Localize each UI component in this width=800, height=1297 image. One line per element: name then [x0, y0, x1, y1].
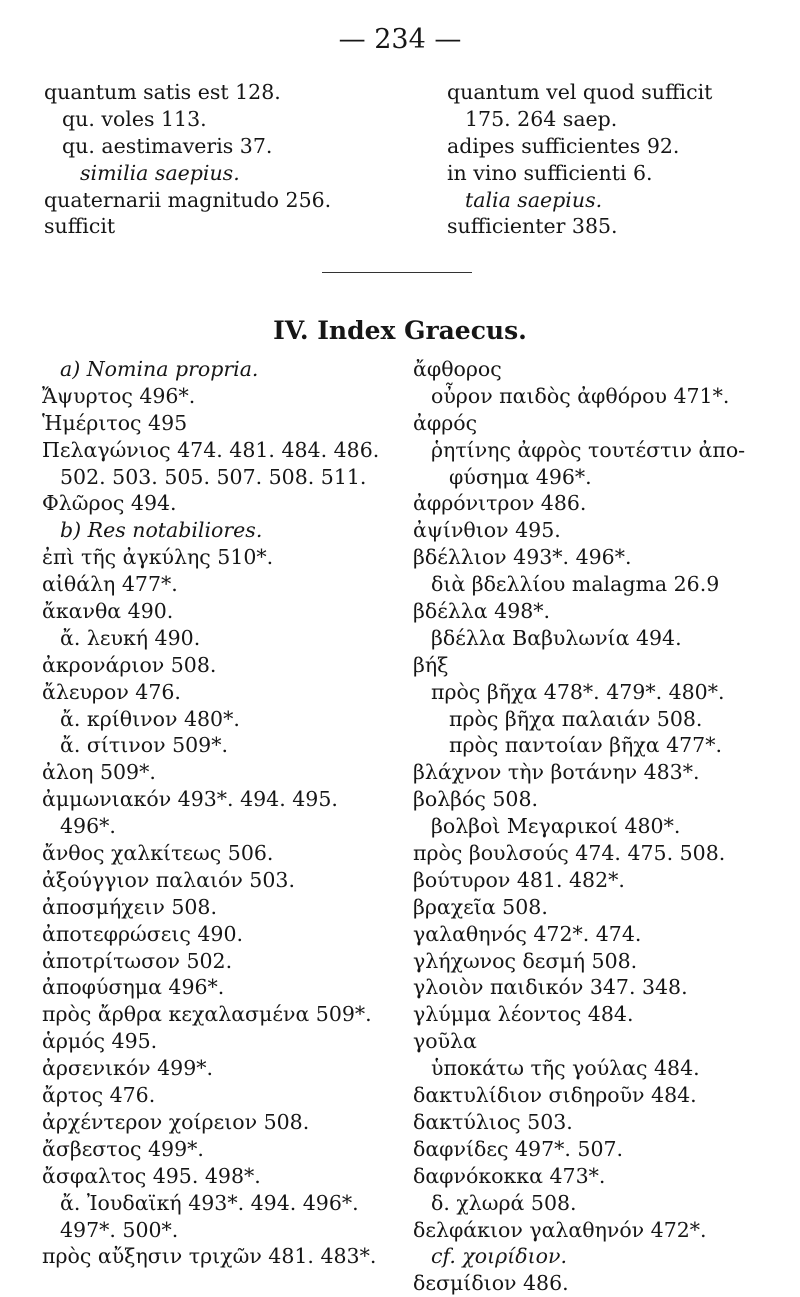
index-entry: ἄρτος 476. [42, 1083, 156, 1108]
index-entry: βραχεῖα 508. [413, 894, 548, 919]
index-entry: αἰθάλη 477*. [42, 572, 178, 597]
index-entry: ἄ. κρίθινον 480*. [60, 706, 240, 731]
index-entry: δεσμίδιον 486. [413, 1271, 569, 1296]
index-entry: ἄ. λευκή 490. [60, 625, 201, 650]
index-entry: δακτύλιος 503. [413, 1109, 573, 1134]
index-entry: γλοιὸν παιδικόν 347. 348. [413, 975, 688, 1000]
index-entry: adipes sufficientes 92. [447, 133, 680, 158]
index-entry: πρὸς αὔξησιν τριχῶν 481. 483*. [42, 1244, 377, 1269]
index-entry: βούτυρον 481. 482*. [413, 867, 625, 892]
index-entry: quaternarii magnitudo 256. [44, 187, 332, 212]
section-title: IV. Index Graecus. [273, 316, 527, 345]
index-entry: ἄνθος χαλκίτεως 506. [42, 841, 274, 866]
index-entry: cf. χοιρίδιον. [431, 1244, 567, 1269]
index-entry: 175. 264 saep. [465, 106, 618, 131]
index-entry: ἀφρός [413, 410, 478, 435]
index-entry: ἄκανθα 490. [42, 599, 174, 624]
index-entry: Φλῶρος 494. [42, 491, 177, 516]
index-entry: ἀρχέντερον χοίρειον 508. [42, 1109, 310, 1134]
index-entry: γλύμμα λέοντος 484. [413, 1002, 634, 1027]
index-entry: δελφάκιον γαλαθηνόν 472*. [413, 1217, 707, 1242]
index-entry: 497*. 500*. [60, 1217, 179, 1242]
index-entry: βήξ [413, 652, 449, 677]
section-divider [322, 272, 472, 273]
index-entry: talia saepius. [465, 187, 603, 212]
index-entry: διὰ βδελλίου malagma 26.9 [431, 572, 720, 597]
index-entry: sufficienter 385. [447, 214, 618, 239]
index-entry: ἐπὶ τῆς ἀγκύλης 510*. [42, 545, 274, 570]
top-right-column [447, 79, 712, 240]
index-entry: Ἄψυρτος 496*. [42, 383, 196, 408]
index-entry: ἀλοη 509*. [42, 760, 156, 785]
index-entry: ἀποσμήχειν 508. [42, 894, 217, 919]
index-entry: 502. 503. 505. 507. 508. 511. [60, 464, 367, 489]
index-entry: ἀποφύσημα 496*. [42, 975, 225, 1000]
index-entry: βδέλλα 498*. [413, 599, 551, 624]
index-entry: οὖρον παιδὸς ἀφθόρου 471*. [431, 383, 730, 408]
index-entry: γοῦλα [413, 1029, 477, 1054]
left-column [42, 356, 379, 1270]
index-entry: ἀποτρίτωσον 502. [42, 948, 233, 973]
index-entry: sufficit [44, 214, 116, 239]
index-entry: ὑποκάτω τῆς γούλας 484. [431, 1056, 700, 1081]
index-entry: b) Res notabiliores. [60, 518, 263, 543]
index-entry: πρὸς βῆχα 478*. 479*. 480*. [431, 679, 725, 704]
index-entry: Ἡμέριτος 495 [42, 410, 188, 435]
index-entry: quantum satis est 128. [44, 80, 281, 104]
index-entry: quantum vel quod sufficit [447, 80, 713, 104]
index-entry: βδέλλα Βαβυλωνία 494. [431, 625, 682, 650]
index-entry: similia saepius. [80, 160, 240, 185]
index-entry: ἁρμός 495. [42, 1029, 158, 1054]
index-entry: ἀκρονάριον 508. [42, 652, 217, 677]
index-entry: βδέλλιον 493*. 496*. [413, 545, 632, 570]
index-entry: πρὸς βουλσούς 474. 475. 508. [413, 841, 726, 866]
index-entry: δ. χλωρά 508. [431, 1190, 577, 1215]
index-entry: πρὸς βῆχα παλαιάν 508. [449, 706, 703, 731]
index-entry: γλήχωνος δεσμή 508. [413, 948, 638, 973]
index-entry: a) Nomina propria. [60, 357, 259, 381]
index-entry: ἄλευρον 476. [42, 679, 181, 704]
index-entry: ἀξούγγιον παλαιόν 503. [42, 867, 295, 892]
index-entry: γαλαθηνός 472*. 474. [413, 921, 642, 946]
index-entry: ῥητίνης ἀφρὸς τουτέστιν ἀπο- [431, 437, 746, 462]
index-entry: ἀμμωνιακόν 493*. 494. 495. [42, 787, 338, 812]
index-entry: ἀποτεφρώσεις 490. [42, 921, 244, 946]
index-entry: ἀψίνθιον 495. [413, 518, 561, 543]
index-entry: πρὸς ἄρθρα κεχαλασμένα 509*. [42, 1002, 372, 1027]
index-entry: δακτυλίδιον σιδηροῦν 484. [413, 1083, 697, 1108]
index-entry: ἀφρόνιτρον 486. [413, 491, 587, 516]
page-number: — 234 — [338, 24, 462, 55]
index-entry: ἄσφαλτος 495. 498*. [42, 1163, 261, 1188]
index-entry: δαφνόκοκκα 473*. [413, 1163, 606, 1188]
index-entry: βλάχνον τὴν βοτάνην 483*. [413, 760, 700, 785]
index-entry: qu. aestimaveris 37. [62, 133, 273, 158]
index-entry: ἀρσενικόν 499*. [42, 1056, 214, 1081]
index-entry: ἄ. Ἰουδαϊκή 493*. 494. 496*. [60, 1190, 359, 1215]
right-column [413, 356, 745, 1297]
index-entry: in vino sufficienti 6. [447, 160, 653, 185]
index-entry: ἄφθορος [413, 357, 502, 381]
index-entry: Πελαγώνιος 474. 481. 484. 486. [42, 437, 380, 462]
index-entry: qu. voles 113. [62, 106, 207, 131]
index-entry: ἄσβεστος 499*. [42, 1136, 204, 1161]
index-entry: βολβοὶ Μεγαρικοί 480*. [431, 814, 681, 839]
index-entry: 496*. [60, 814, 116, 839]
top-left-column [44, 79, 331, 240]
index-entry: φύσημα 496*. [449, 464, 592, 489]
index-entry: βολβός 508. [413, 787, 539, 812]
index-entry: ἄ. σίτινον 509*. [60, 733, 228, 758]
index-entry: πρὸς παντοίαν βῆχα 477*. [449, 733, 722, 758]
index-entry: δαφνίδες 497*. 507. [413, 1136, 624, 1161]
